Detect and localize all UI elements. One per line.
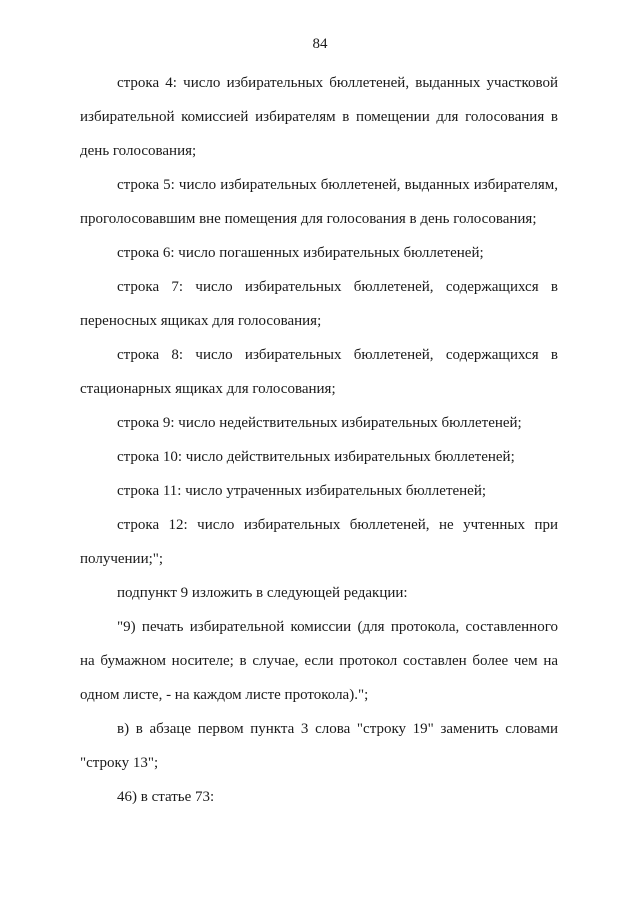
paragraph-line-4: строка 4: число избирательных бюллетеней, выданных участковой избирательной комиссией избирателям в помещении для голосования в день голосования; [80,75,558,159]
paragraph-line-8: строка 8: число избирательных бюллетеней, содержащихся в стационарных ящиках для голосования; [80,347,558,397]
paragraph-item-46: 46) в статье 73: [117,789,215,805]
paragraph-line-5: строка 5: число избирательных бюллетеней, выданных избирателям, проголосовавшим вне помещения для голосования в день голосования; [80,177,558,227]
paragraph-line-11: строка 11: число утраченных избирательных бюллетеней; [117,483,487,499]
paragraph-point-v: в) в абзаце первом пункта 3 слова "строку 19" заменить словами "строку 13"; [80,721,558,771]
page-number: 84 [312,36,328,52]
paragraph-line-12: строка 12: число избирательных бюллетеней, не учтенных при получении;"; [80,517,558,567]
paragraph-line-6: строка 6: число погашенных избирательных бюллетеней; [117,245,484,261]
paragraph-subitem-9-text: "9) печать избирательной комиссии (для протокола, составленного на бумажном носителе; в случае, если протокол составлен более чем на одном листе, - на каждом листе протокола)."; [80,619,558,703]
paragraph-subitem-9-intro: подпункт 9 изложить в следующей редакции: [117,585,408,601]
paragraph-line-7: строка 7: число избирательных бюллетеней, содержащихся в переносных ящиках для голосования; [80,279,558,329]
document-body [80,66,558,814]
paragraph-line-9: строка 9: число недействительных избирательных бюллетеней; [117,415,522,431]
paragraph-line-10: строка 10: число действительных избирательных бюллетеней; [117,449,515,465]
